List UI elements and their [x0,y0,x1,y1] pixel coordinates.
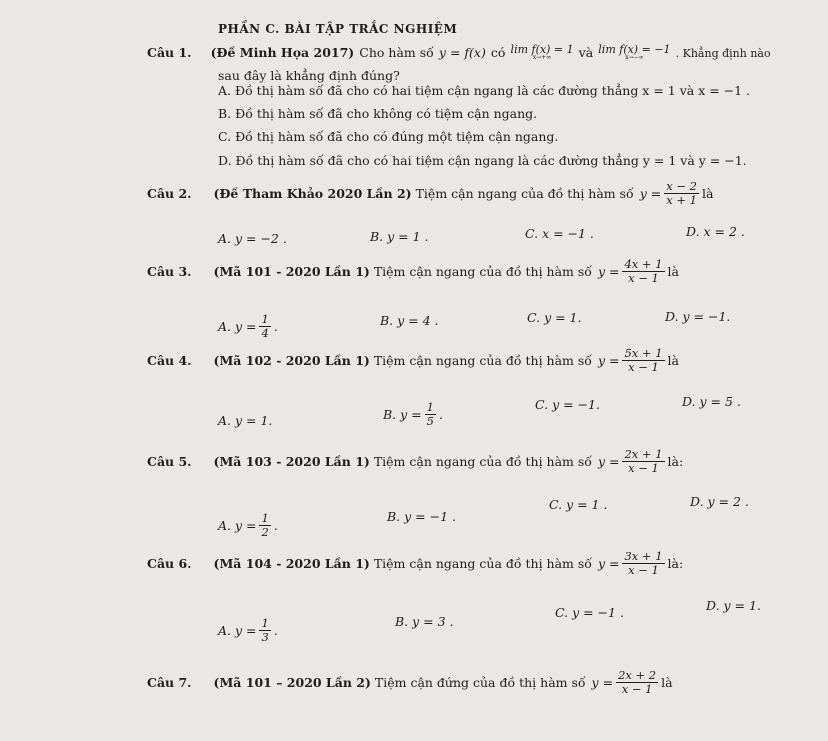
option-d[interactable]: D. y = 2 . [690,494,749,509]
option-fraction [259,512,270,539]
fraction-denominator: x − 1 [628,563,659,578]
question-source: (Mã 104 - 2020 Lần 1) [213,556,370,572]
question-source: (Đề Tham Khảo 2020 Lần 2) [213,186,412,202]
option-d[interactable]: D. y = 1. [706,598,761,613]
question-tail: là [667,264,679,280]
function-lhs: y = [597,556,620,572]
question-7 [147,669,673,696]
option-a[interactable] [218,617,278,644]
option-c[interactable]: C. y = 1 . [549,497,608,512]
question-number: Câu 4. [147,353,192,369]
option-label: A. y = [218,518,257,534]
question-number: Câu 5. [147,454,192,470]
option-c[interactable]: C. y = −1. [535,397,600,412]
option-suffix: . [273,623,278,639]
fraction-numerator: 1 [261,616,269,630]
question-stem: có [490,45,506,60]
question-tail: là [667,353,679,369]
function-lhs: y = [597,264,620,280]
question-tail: là [661,675,673,691]
fraction-numerator: x − 2 [666,179,697,193]
function-fraction [622,258,664,285]
question-source: (Mã 101 - 2020 Lần 1) [213,264,370,280]
function-lhs: y = [639,186,662,202]
option-b[interactable]: B. Đồ thị hàm số đã cho không có tiệm cận ngang. [218,106,538,121]
function-fraction [664,180,699,207]
question-3 [147,258,679,285]
fraction-numerator: 2x + 1 [624,447,663,461]
fraction-numerator: 5x + 1 [624,346,663,360]
fraction-denominator: 4 [261,326,269,341]
question-stem: Cho hàm số [359,45,434,60]
question-stem: . Khẳng định nào [675,47,771,60]
limit-body: lim f(x) = −1 [598,43,671,56]
option-b[interactable]: B. y = 4 . [380,313,439,328]
question-source: (Mã 101 – 2020 Lần 2) [213,675,371,691]
limit-subscript: x→−∞ [625,54,644,61]
fraction-denominator: 5 [426,414,434,429]
question-number: Câu 2. [147,186,192,202]
function-expression: y = f(x) [438,45,486,60]
question-stem: Tiệm cận ngang của đồ thị hàm số [373,556,592,572]
fraction-numerator: 1 [261,511,269,525]
limit-expression-1 [511,44,574,61]
option-c[interactable]: C. y = −1 . [555,605,624,620]
question-source: (Mã 102 - 2020 Lần 1) [213,353,370,369]
fraction-denominator: x − 1 [621,682,653,697]
question-stem: Tiệm cận ngang của đồ thị hàm số [373,454,592,470]
option-d[interactable]: D. y = −1. [665,309,731,324]
option-a[interactable] [218,512,278,539]
question-6 [147,550,683,577]
question-stem: Tiệm cận ngang của đồ thị hàm số [373,353,592,369]
question-stem-continued: sau đây là khẳng định đúng? [218,68,400,83]
option-a[interactable]: A. y = −2 . [218,231,287,246]
fraction-denominator: x − 1 [628,461,659,476]
question-1 [147,42,771,61]
question-number: Câu 6. [147,556,192,572]
function-fraction [622,550,664,577]
option-d[interactable]: D. x = 2 . [686,224,745,239]
option-c[interactable]: C. Đồ thị hàm số đã cho có đúng một tiệm cận ngang. [218,129,559,144]
fraction-numerator: 1 [426,400,434,414]
question-number: Câu 1. [147,45,192,60]
question-number: Câu 7. [147,675,192,691]
question-stem: Tiệm cận ngang của đồ thị hàm số [373,264,592,280]
function-lhs: y = [591,675,614,691]
function-fraction [622,347,664,374]
function-lhs: y = [597,454,620,470]
function-fraction [616,669,658,696]
function-lhs: y = [597,353,620,369]
limit-subscript: x→+∞ [532,54,552,61]
option-d[interactable]: D. y = 5 . [682,394,741,409]
fraction-numerator: 3x + 1 [624,549,663,563]
option-label: A. y = [218,623,257,639]
question-tail: là: [667,556,684,572]
fraction-numerator: 2x + 2 [618,668,657,682]
fraction-numerator: 4x + 1 [624,257,663,271]
option-b[interactable]: B. y = 1 . [370,229,429,244]
limit-body: lim f(x) = 1 [510,43,574,56]
question-2 [147,180,713,207]
option-b[interactable]: B. y = −1 . [387,509,456,524]
fraction-numerator: 1 [261,312,269,326]
section-title: PHẦN C. BÀI TẬP TRẮC NGHIỆM [218,22,458,36]
option-suffix: . [273,319,278,335]
question-source: (Mã 103 - 2020 Lần 1) [213,454,370,470]
question-5 [147,448,683,475]
option-fraction [259,617,270,644]
option-fraction [259,313,270,340]
question-source: (Đề Minh Họa 2017) [210,45,355,60]
option-a[interactable] [218,313,278,340]
option-c[interactable]: C. x = −1 . [525,226,594,241]
question-stem: Tiệm cận ngang của đồ thị hàm số [415,186,634,202]
question-stem: Tiệm cận đứng của đồ thị hàm số [374,675,586,691]
fraction-denominator: 2 [261,525,269,540]
option-b[interactable]: B. y = 3 . [395,614,454,629]
question-tail: là: [667,454,684,470]
fraction-denominator: x + 1 [666,193,697,208]
fraction-denominator: x − 1 [628,271,659,286]
option-d[interactable]: D. Đồ thị hàm số đã cho có hai tiệm cận ngang là các đường thẳng y = 1 và y = −1. [218,153,747,168]
option-fraction [425,401,436,428]
question-stem: và [578,45,594,60]
option-c[interactable]: C. y = 1. [527,310,582,325]
option-label: A. y = [218,319,257,335]
option-a[interactable]: A. y = 1. [218,413,273,428]
fraction-denominator: x − 1 [628,360,659,375]
option-b[interactable] [383,401,443,428]
option-suffix: . [438,407,443,423]
function-fraction [622,448,664,475]
fraction-denominator: 3 [261,630,269,645]
question-number: Câu 3. [147,264,192,280]
option-label: B. y = [383,407,422,423]
question-4 [147,347,679,374]
limit-expression-2 [598,44,670,61]
question-tail: là [701,186,714,202]
option-suffix: . [273,518,278,534]
option-a[interactable]: A. Đồ thị hàm số đã cho có hai tiệm cận ngang là các đường thẳng x = 1 và x = −1 . [218,83,751,98]
